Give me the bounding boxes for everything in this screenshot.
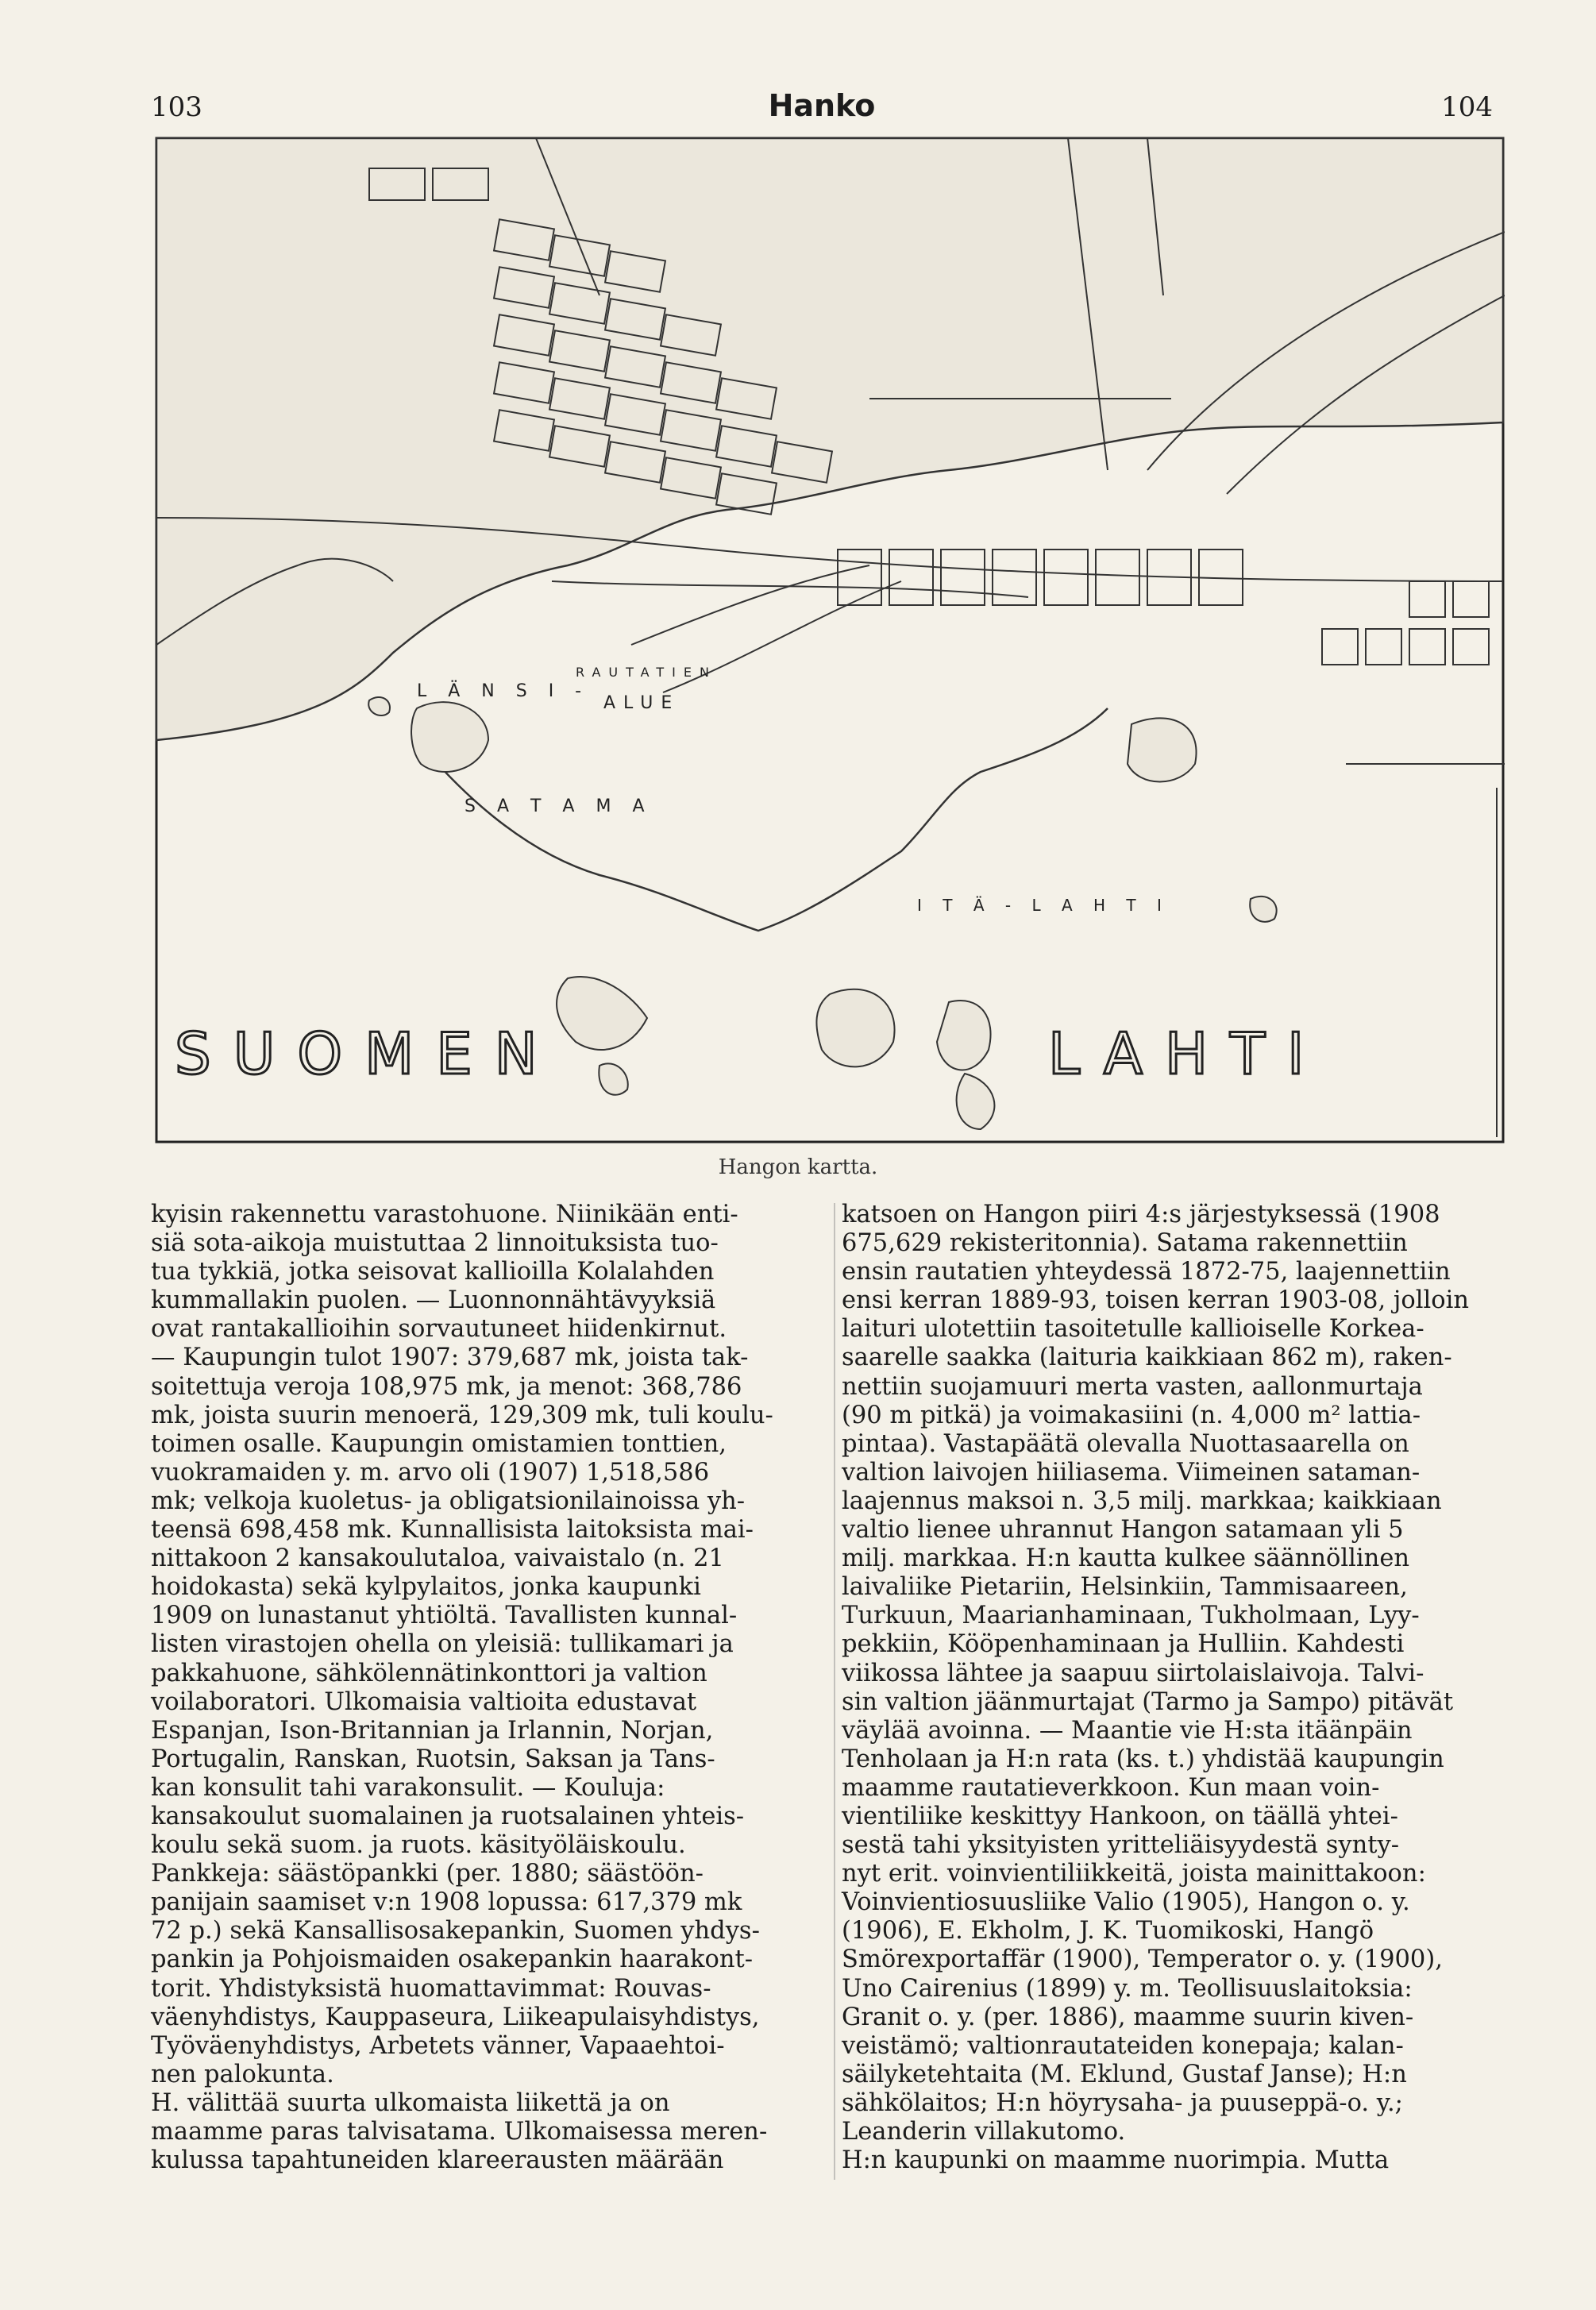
map-label-rautatien: RAUTATIEN <box>576 665 717 680</box>
text-column-right: katsoen on Hangon piiri 4:s järjestyksessä (1908 675,629 rekisteritonnia). Satama rakennettiin ensin rautatien yhteydessä 1872-75, laajennettiin ensi kerran 1889-93, toisen kerran 1903-08, jolloin laituri ulotettiin tasoitetulle kallioiselle Korkea- saarelle saakka (laituria kaikkiaan 862 m), raken- nettiin suojamuuri merta vasten, aallonmurtaja (90 m pitkä) ja voimakasiini (n. 4,000 m² lattia- pintaa). Vastapäätä olevalla Nuottasaarella on valtion laivojen hiiliasema. Viimeinen sataman- laajennus maksoi n. 3,5 milj. markkaa; kaikkiaan valtio lienee uhrannut Hangon satamaan yli 5 milj. markkaa. H:n kautta kulkee säännöllinen laivaliike Pietariin, Helsinkiin, Tammisaareen, Turkuun, Maarianhaminaan, Tukholmaan, Lyy- pekkiin, Kööpenhaminaan ja Hulliin. Kahdesti viikossa lähtee ja saapuu siirtolaislaivoja. Talvi- sin valtion jäänmurtajat (Tarmo ja Sampo) pitävät väylää avoinna. — Maantie vie H:sta itäänpäin Tenholaan ja H:n rata (ks. t.) yhdistää kaupungin maamme rautatieverkkoon. Kun maan voin- vientiliike keskittyy Hankoon, on täällä yhtei- sestä tahi yksityisten yritteliäisyydestä synty- nyt erit. voinvientiliikkeitä, joista mainittakoon: Voinvientiosuusliike Valio (1905), Hangon o. y. (1906), E. Ekholm, J. K. Tuomikoski, Hangö Smörexportaffär (1900), Temperator o. y. (1900), Uno Cairenius (1899) y. m. Teollisuuslaitoksia: Granit o. y. (per. 1886), maamme suurin kiven- veistämö; valtionrautateiden konepaja; kalan- säilyketehtaita (M. Eklund, Gustaf Janse); H:n sähkölaitos; H:n höyrysaha- ja puuseppä-o. y.; Leanderin villakutomo. H:n kaupunki on maamme nuorimpia. Mutta <box>842 1201 1469 2175</box>
map-caption: Hangon kartta. <box>718 1155 878 1179</box>
page-number-right: 104 <box>1441 91 1493 123</box>
hanko-map <box>155 137 1505 1145</box>
running-header <box>151 88 1493 131</box>
map-label-satama: S A T A M A <box>465 796 653 816</box>
map-drawing <box>155 137 1505 1145</box>
running-title: Hanko <box>768 88 876 123</box>
map-label-lahti: LAHTI <box>1048 1020 1327 1087</box>
map-label-suomen: SUOMEN <box>175 1020 560 1087</box>
text-column-left: kyisin rakennettu varastohuone. Niinikään enti- siä sota-aikoja muistuttaa 2 linnoituksista tuo- tua tykkiä, jotka seisovat kallioilla Kolalahden kummallakin puolen. — Luonnonnähtävyyksiä ovat rantakallioihin sorvautuneet hiidenkirnut. — Kaupungin tulot 1907: 379,687 mk, joista tak- soitettuja veroja 108,975 mk, ja menot: 368,786 mk, joista suurin menoerä, 129,309 mk, tuli koulu- toimen osalle. Kaupungin omistamien tonttien, vuokramaiden y. m. arvo oli (1907) 1,518,586 mk; velkoja kuoletus- ja obligatsionilainoissa yh- teensä 698,458 mk. Kunnallisista laitoksista mai- nittakoon 2 kansakoulutaloa, vaivaistalo (n. 21 hoidokasta) sekä kylpylaitos, jonka kaupunki 1909 on lunastanut yhtiöltä. Tavallisten kunnal- listen virastojen ohella on yleisiä: tullikamari ja pakkahuone, sähkölennätinkonttori ja valtion voilaboratori. Ulkomaisia valtioita edustavat Espanjan, Ison-Britannian ja Irlannin, Norjan, Portugalin, Ranskan, Ruotsin, Saksan ja Tans- kan konsulit tahi varakonsulit. — Kouluja: kansakoulut suomalainen ja ruotsalainen yhteis- koulu sekä suom. ja ruots. käsityöläiskoulu. Pankkeja: säästöpankki (per. 1880; säästöön- panijain saamiset v:n 1908 lopussa: 617,379 mk 72 p.) sekä Kansallisosakepankin, Suomen yhdys- pankin ja Pohjoismaiden osakepankin haarakont- torit. Yhdistyksistä huomattavimmat: Rouvas- väenyhdistys, Kauppaseura, Liikeapulaisyhdistys, Työväenyhdistys, Arbetets vänner, Vapaaehtoi- nen palokunta. H. välittää suurta ulkomaista liikettä ja on maamme paras talvisatama. Ulkomaisessa meren- kulussa tapahtuneiden klareerausten määrään <box>151 1201 773 2175</box>
page-number-left: 103 <box>151 91 202 123</box>
map-label-lansi: L Ä N S I - <box>417 681 590 701</box>
column-divider <box>834 1203 835 2180</box>
map-label-italahti: I T Ä - L A H T I <box>917 896 1170 915</box>
map-label-alue: ALUE <box>603 693 680 713</box>
